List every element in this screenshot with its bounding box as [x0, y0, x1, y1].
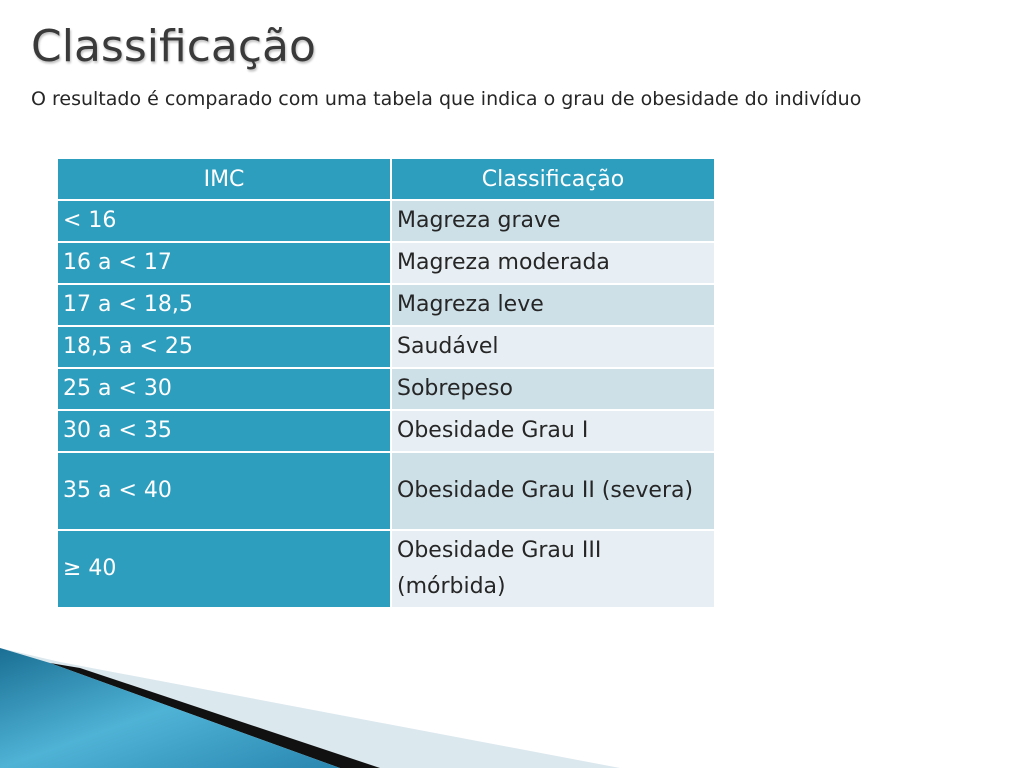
classification-cell: Obesidade Grau III (mórbida) [391, 530, 715, 608]
imc-cell: 16 a < 17 [57, 242, 391, 284]
classification-cell: Magreza moderada [391, 242, 715, 284]
imc-cell: < 16 [57, 200, 391, 242]
table-row [57, 410, 715, 452]
classification-cell: Sobrepeso [391, 368, 715, 410]
imc-classification-table [56, 157, 716, 609]
decoration-light-band [0, 648, 620, 768]
table-row [57, 530, 715, 608]
classification-cell: Obesidade Grau I [391, 410, 715, 452]
imc-cell: 35 a < 40 [57, 452, 391, 530]
imc-cell: 17 a < 18,5 [57, 284, 391, 326]
header-imc: IMC [57, 158, 391, 200]
classification-cell: Magreza grave [391, 200, 715, 242]
imc-cell: 18,5 a < 25 [57, 326, 391, 368]
table-header-row [57, 158, 715, 200]
imc-cell: ≥ 40 [57, 530, 391, 608]
decoration-blue-wedge [0, 648, 340, 768]
table-row [57, 368, 715, 410]
imc-cell: 25 a < 30 [57, 368, 391, 410]
table-row [57, 284, 715, 326]
table-row [57, 200, 715, 242]
classification-cell: Obesidade Grau II (severa) [391, 452, 715, 530]
classification-cell: Magreza leve [391, 284, 715, 326]
slide-title: Classificação [31, 21, 316, 72]
imc-cell: 30 a < 35 [57, 410, 391, 452]
table-row [57, 242, 715, 284]
slide-subtitle: O resultado é comparado com uma tabela que indica o grau de obesidade do indivíduo [31, 88, 862, 110]
header-classificacao: Classificação [391, 158, 715, 200]
classification-cell: Saudável [391, 326, 715, 368]
table-row [57, 452, 715, 530]
table-row [57, 326, 715, 368]
decoration-dark-stripe [50, 663, 380, 768]
